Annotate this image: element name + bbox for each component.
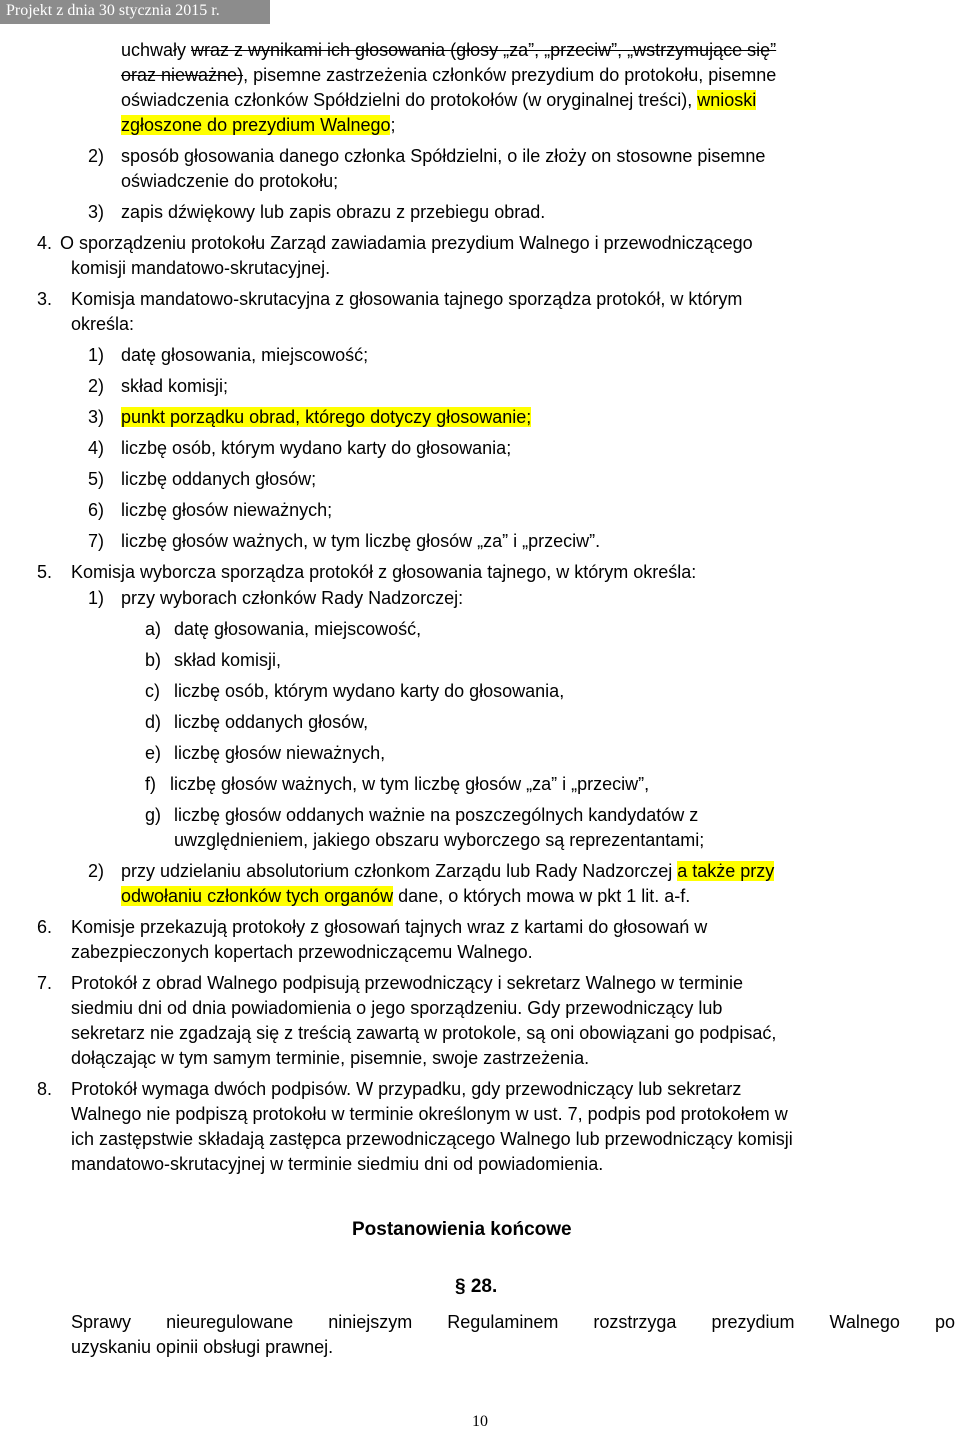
- text-span: uchwały: [121, 40, 192, 60]
- text-span: przy udzielaniu absolutorium członkom Zarządu lub Rady Nadzorczej: [121, 861, 678, 881]
- text-line: komisji mandatowo-skrutacyjnej.: [71, 258, 331, 278]
- list-number: 1): [88, 588, 105, 608]
- list-number: 1): [88, 345, 105, 365]
- text-line: Walnego nie podpiszą protokołu w terminie określonym w ust. 7, podpis pod protokołem w: [71, 1104, 788, 1124]
- text-line: [121, 884, 690, 909]
- list-number: 5): [88, 469, 105, 489]
- paragraph-number: 8.: [37, 1079, 53, 1099]
- list-number: 2): [88, 376, 105, 396]
- list-item: przy wyborach członków Rady Nadzorczej:: [121, 588, 464, 608]
- sub-list-letter: c): [145, 681, 160, 701]
- sub-list-letter: e): [145, 743, 162, 763]
- text-line: siedmiu dni od dnia powiadomienia o jego sporządzeniu. Gdy przewodniczący lub: [71, 998, 723, 1018]
- paragraph-number: 3.: [37, 289, 53, 309]
- text-line: [121, 88, 756, 113]
- text-line: zapis dźwiękowy lub zapis obrazu z przebiegu obrad.: [121, 202, 546, 222]
- struck-text: wraz z wynikami ich głosowania (głosy „za”, „przeciw”, „wstrzymujące się”: [191, 40, 777, 60]
- text-span: ;: [390, 115, 396, 135]
- text-span: , pisemne zastrzeżenia członków prezydium do protokołu, pisemne: [243, 65, 777, 85]
- sub-list-item: liczbę głosów oddanych ważnie na poszczególnych kandydatów z: [174, 805, 699, 825]
- list-item: datę głosowania, miejscowość;: [121, 345, 369, 365]
- paragraph-number: 7.: [37, 973, 53, 993]
- sub-list-item: datę głosowania, miejscowość,: [174, 619, 422, 639]
- list-number: 2): [88, 861, 105, 881]
- list-number: 4): [88, 438, 105, 458]
- sub-list-item: liczbę głosów nieważnych,: [174, 743, 386, 763]
- highlighted-text: a także przy: [677, 861, 775, 881]
- list-number: 3): [88, 202, 105, 222]
- text-line: O sporządzeniu protokołu Zarząd zawiadamia prezydium Walnego i przewodniczącego: [60, 233, 753, 253]
- paragraph-number: 6.: [37, 917, 53, 937]
- sub-list-letter: b): [145, 650, 162, 670]
- list-item: [121, 405, 531, 430]
- list-number: 7): [88, 531, 105, 551]
- text-span: dane, o których mowa w pkt 1 lit. a-f.: [393, 886, 691, 906]
- text-line: określa:: [71, 314, 135, 334]
- sub-list-letter: d): [145, 712, 162, 732]
- highlighted-text: wnioski: [697, 90, 757, 110]
- sub-list-letter: f): [145, 774, 156, 794]
- sub-list-letter: g): [145, 805, 162, 825]
- text-line: [121, 859, 774, 884]
- text-line: ich zastępstwie składają zastępca przewodniczącego Walnego lub przewodniczący komisji: [71, 1129, 793, 1149]
- text-line: oświadczenie do protokołu;: [121, 171, 339, 191]
- text-line: Komisja mandatowo-skrutacyjna z głosowania tajnego sporządza protokół, w którym: [71, 289, 743, 309]
- highlighted-text: punkt porządku obrad, którego dotyczy głosowanie;: [121, 407, 532, 427]
- highlighted-text: odwołaniu członków tych organów: [121, 886, 394, 906]
- sub-list-item: liczbę oddanych głosów,: [174, 712, 369, 732]
- text-line: sekretarz nie zgadzają się z treścią zawartą w protokole, są oni obowiązani go podpisać,: [71, 1023, 777, 1043]
- text-line: zabezpieczonych kopertach przewodniczącemu Walnego.: [71, 942, 533, 962]
- highlighted-text: zgłoszone do prezydium Walnego: [121, 115, 391, 135]
- text-line: [121, 38, 776, 63]
- text-line: Komisje przekazują protokoły z głosowań tajnych wraz z kartami do głosowań w: [71, 917, 708, 937]
- text-line: uzyskaniu opinii obsługi prawnej.: [71, 1337, 334, 1357]
- sub-list-item: uwzględnieniem, jakiego obszaru wyborczego są reprezentantami;: [174, 830, 705, 850]
- section-heading: Postanowienia końcowe: [352, 1219, 572, 1240]
- sub-list-item: skład komisji,: [174, 650, 282, 670]
- struck-text: oraz nieważne): [121, 65, 244, 85]
- paragraph-number: 5.: [37, 562, 53, 582]
- text-line: mandatowo-skrutacyjnej w terminie siedmiu dni od powiadomienia.: [71, 1154, 604, 1174]
- paragraph-number: 4.: [37, 233, 53, 253]
- text-line: [121, 63, 776, 88]
- text-line: Protokół wymaga dwóch podpisów. W przypadku, gdy przewodniczący lub sekretarz: [71, 1079, 742, 1099]
- list-number: 2): [88, 146, 105, 166]
- section-number: § 28.: [455, 1276, 498, 1297]
- text-line: Sprawy nieuregulowane niniejszym Regulaminem rozstrzyga prezydium Walnego po: [71, 1312, 955, 1332]
- document-header: Projekt z dnia 30 stycznia 2015 r.: [0, 0, 270, 24]
- text-line: sposób głosowania danego członka Spółdzielni, o ile złoży on stosowne pisemne: [121, 146, 766, 166]
- sub-list-item: liczbę głosów ważnych, w tym liczbę głosów „za” i „przeciw”,: [170, 774, 650, 794]
- list-number: 3): [88, 407, 105, 427]
- list-number: 6): [88, 500, 105, 520]
- sub-list-item: liczbę osób, którym wydano karty do głosowania,: [174, 681, 565, 701]
- list-item: skład komisji;: [121, 376, 229, 396]
- text-line: Komisja wyborcza sporządza protokół z głosowania tajnego, w którym określa:: [71, 562, 697, 582]
- list-item: liczbę oddanych głosów;: [121, 469, 317, 489]
- list-item: liczbę głosów ważnych, w tym liczbę głosów „za” i „przeciw”.: [121, 531, 601, 551]
- sub-list-letter: a): [145, 619, 162, 639]
- text-line: dołączając w tym samym terminie, pisemnie, swoje zastrzeżenia.: [71, 1048, 590, 1068]
- list-item: liczbę osób, którym wydano karty do głosowania;: [121, 438, 512, 458]
- text-line: [121, 113, 396, 138]
- page-number: 10: [472, 1413, 488, 1430]
- text-span: oświadczenia członków Spółdzielni do protokołów (w oryginalnej treści),: [121, 90, 698, 110]
- text-line: Protokół z obrad Walnego podpisują przewodniczący i sekretarz Walnego w terminie: [71, 973, 743, 993]
- list-item: liczbę głosów nieważnych;: [121, 500, 333, 520]
